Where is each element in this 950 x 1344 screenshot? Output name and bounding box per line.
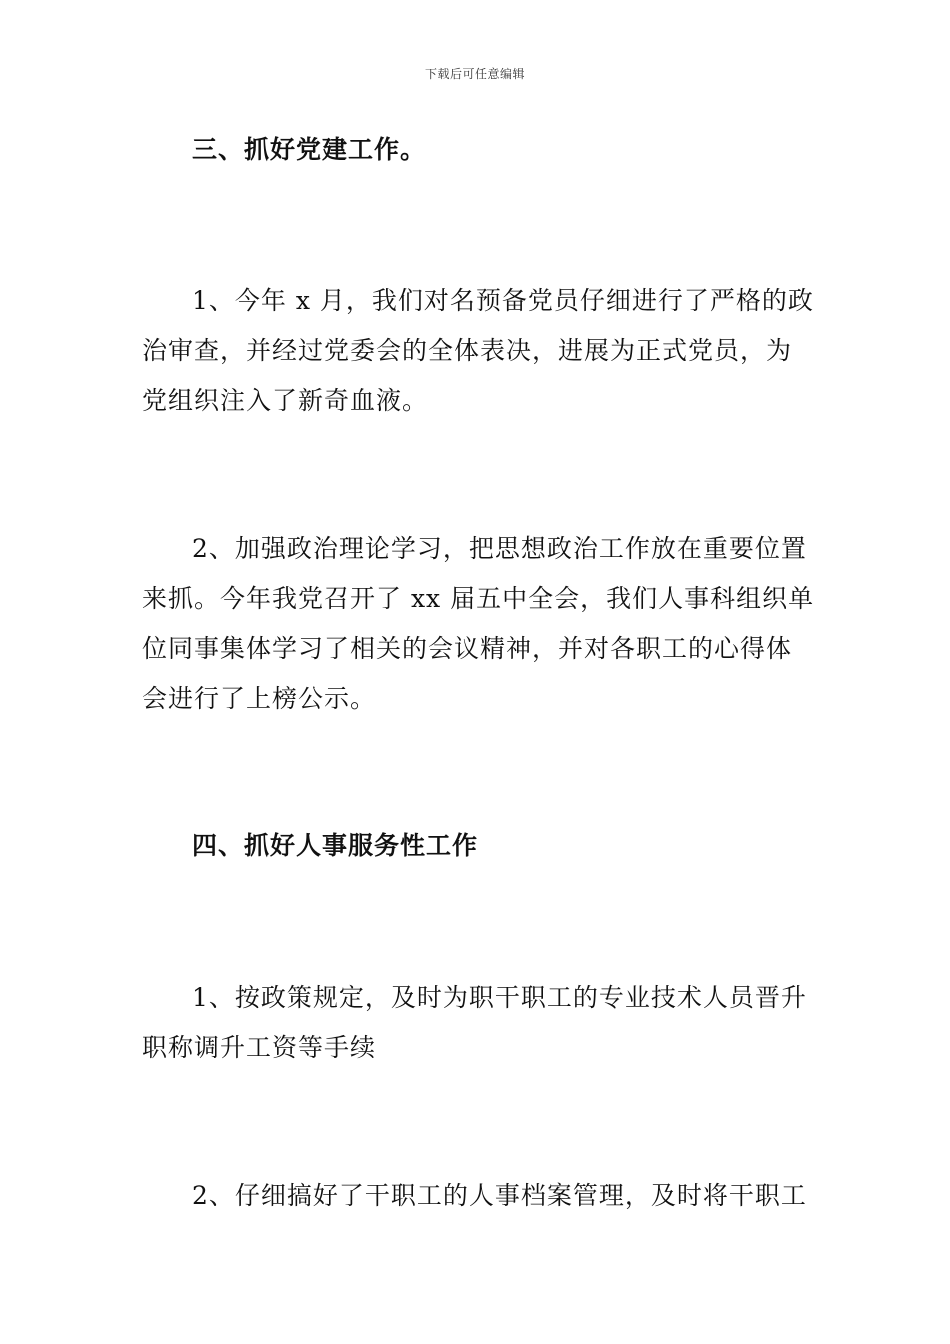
paragraph-hr-1 xyxy=(142,973,807,1073)
paragraph-line: 位同事集体学习了相关的会议精神，并对各职工的心得体 xyxy=(142,634,793,663)
page-header: 下载后可任意编辑 xyxy=(424,67,525,81)
paragraph-line: 1、按政策规定，及时为职干职工的专业技术人员晋升 xyxy=(192,983,807,1012)
paragraph-line: 职称调升工资等手续 xyxy=(142,1033,377,1062)
paragraph-line: 会进行了上榜公示。 xyxy=(142,684,377,713)
paragraph-line: 2、仔细搞好了干职工的人事档案管理，及时将干职工 xyxy=(192,1181,807,1210)
paragraph-line: 党组织注入了新奇血液。 xyxy=(142,386,429,415)
section-heading-hr-service: 四、抓好人事服务性工作 xyxy=(192,831,479,860)
paragraph-line: 治审查，并经过党委会的全体表决，进展为正式党员，为 xyxy=(142,336,793,365)
paragraph-line: 来抓。今年我党召开了 xx 届五中全会，我们人事科组织单 xyxy=(142,584,815,613)
paragraph-line: 1、今年 x 月，我们对名预备党员仔细进行了严格的政 xyxy=(192,286,814,315)
paragraph-party-2 xyxy=(142,524,815,724)
paragraph-hr-2 xyxy=(142,1171,807,1221)
section-heading-party-building: 三、抓好党建工作。 xyxy=(192,135,427,164)
paragraph-party-1 xyxy=(142,276,814,426)
paragraph-line: 2、加强政治理论学习，把思想政治工作放在重要位置 xyxy=(192,534,807,563)
